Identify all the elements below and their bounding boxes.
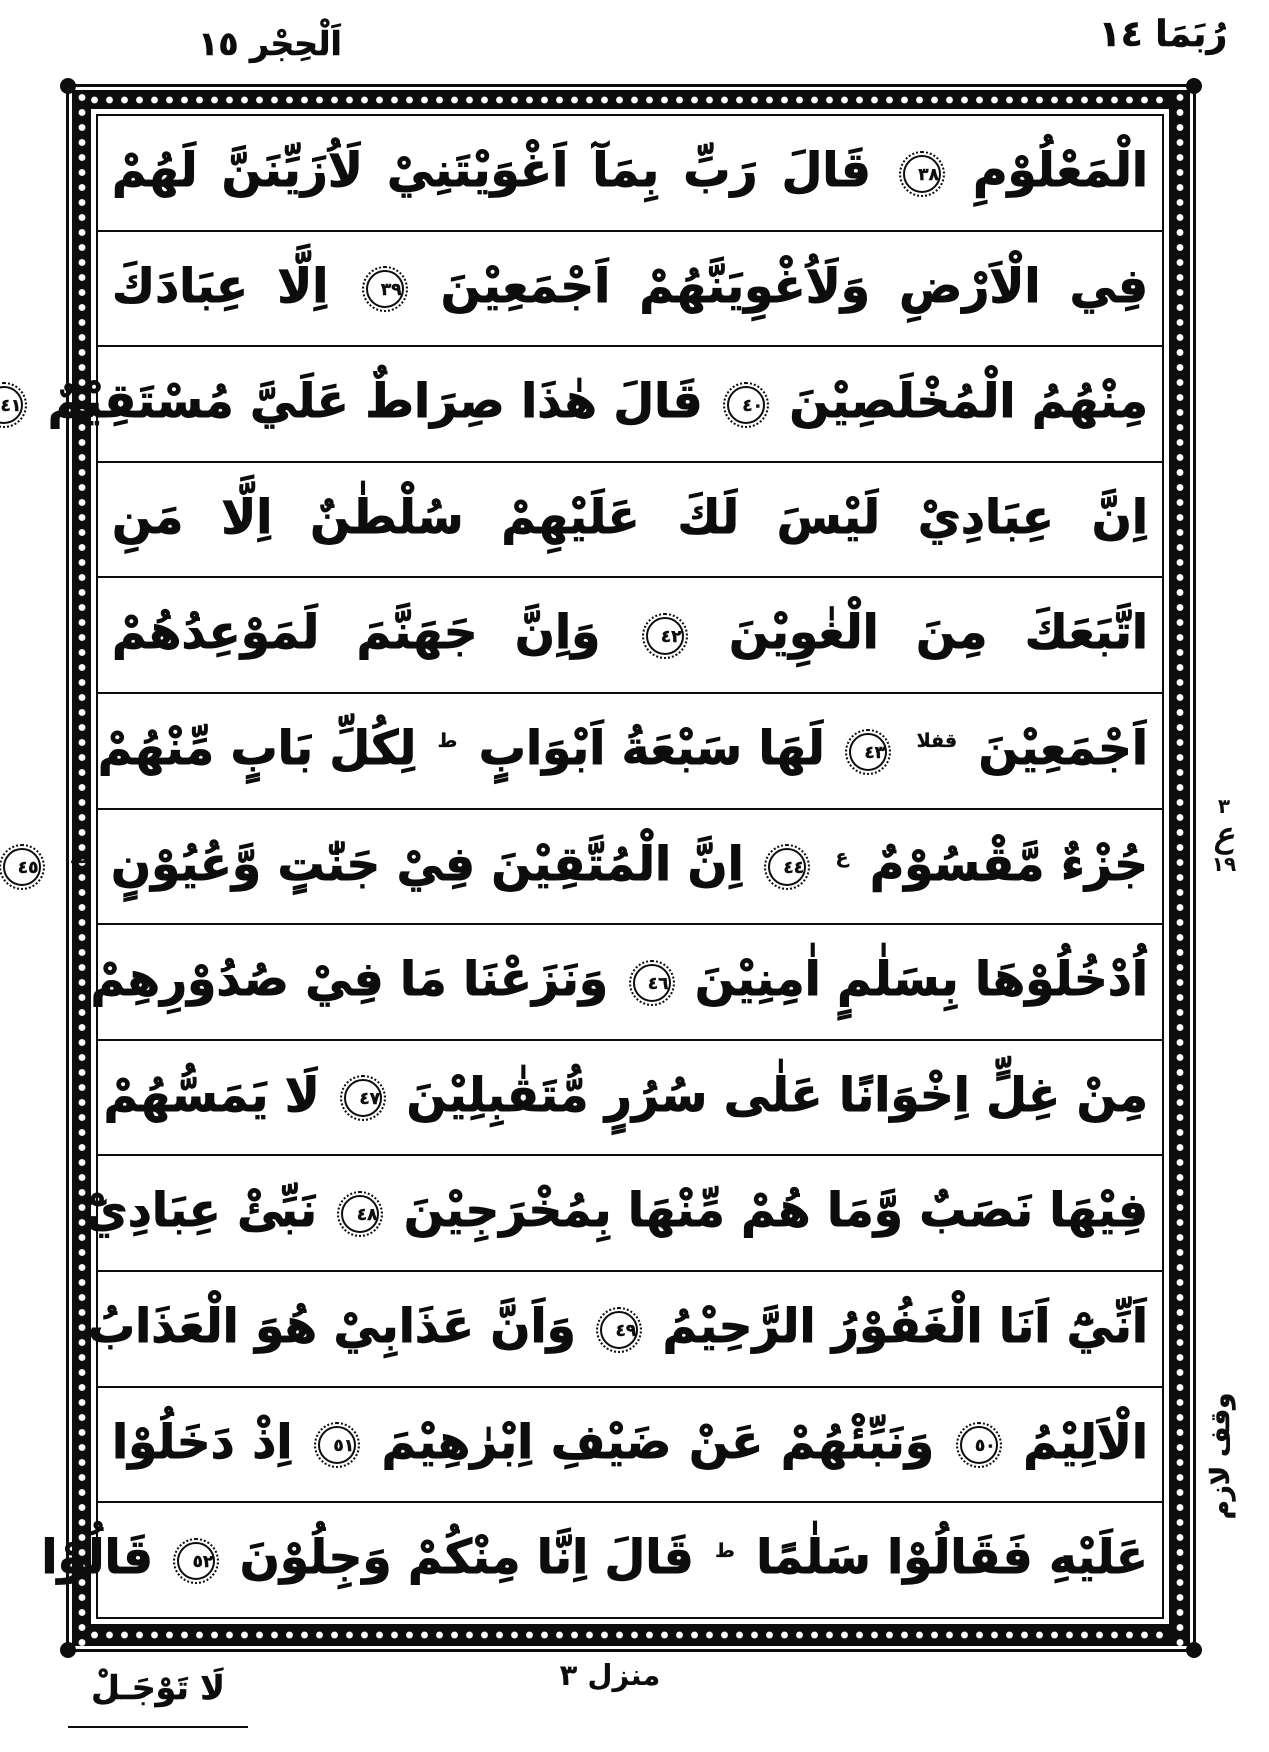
verse-end-rosette: ٤٣	[849, 733, 887, 771]
quran-line	[98, 230, 1162, 346]
verse-text: قَالُوْا	[41, 1530, 153, 1586]
verse-text: قَالَ اِنَّا مِنْكُمْ وَجِلُوْنَ	[239, 1530, 694, 1586]
text-block	[0, 114, 1164, 1619]
quran-line	[84, 1154, 1162, 1270]
verse-text: اَجْمَعِيْنَ	[978, 721, 1148, 777]
verse-end-rosette: ٤٥	[3, 848, 41, 886]
verse-text: اِنَّ عِبَادِيْ لَيْسَ لَكَ عَلَيْهِمْ سُلْطٰنٌ اِلَّا مَنِ	[112, 489, 1148, 545]
verse-text: اِلَّا عِبَادَكَ	[112, 258, 329, 314]
verse-text: لِكُلِّ بَابٍ مِّنْهُمْ	[97, 721, 417, 777]
quran-line	[87, 1270, 1162, 1386]
verse-text: الْمَعْلُوْمِ	[973, 143, 1148, 198]
ruku-count: ٣	[1217, 794, 1231, 818]
quran-line	[41, 1501, 1162, 1617]
verse-text: قَالَ هٰذَا صِرَاطٌ عَلَيَّ مُسْتَقِيْمٌ	[47, 374, 703, 430]
verse-end-rosette: ٤٢	[646, 617, 684, 655]
verse-text: وَاِنَّ جَهَنَّمَ لَمَوْعِدُهُمْ	[112, 605, 601, 661]
verse-text: فِيْهَا نَصَبٌ وَّمَا هُمْ مِّنْهَا بِمُخْرَجِيْنَ	[403, 1183, 1148, 1239]
ruku-number: ١٩	[1211, 852, 1237, 876]
verse-end-rosette: ٥١	[318, 1426, 356, 1464]
waqf-mark: ع	[835, 846, 849, 868]
quran-line	[98, 1386, 1162, 1502]
verse-text: الْاَلِيْمُ	[1023, 1414, 1148, 1470]
quran-line	[98, 692, 1162, 808]
verse-end-rosette: ٣٨	[903, 155, 941, 193]
waqf-lazim-note: وقف لازم	[1206, 1392, 1236, 1520]
quran-line	[98, 116, 1162, 230]
verse-text: اِنَّ الْمُتَّقِيْنَ فِيْ جَنّٰتٍ وَّعُيُوْنٍ	[111, 836, 744, 892]
verse-text: جُزْءٌ مَّقْسُوْمٌ	[869, 836, 1148, 892]
waqf-mark: قفلا	[916, 730, 958, 753]
verse-end-rosette: ٣٩	[366, 270, 404, 308]
verse-text: لَا يَمَسُّهُمْ	[103, 1067, 320, 1123]
verse-end-rosette: ٤١	[0, 386, 23, 424]
quran-line	[17, 808, 1162, 924]
verse-end-rosette: ٤٧	[344, 1079, 382, 1117]
quran-line	[0, 345, 1162, 461]
quran-line	[90, 923, 1162, 1039]
verse-text: نَبِّئْ عِبَادِيْٓ	[84, 1183, 318, 1239]
verse-text: اِذْ دَخَلُوْا	[112, 1414, 293, 1470]
verse-end-rosette: ٤٠	[727, 386, 765, 424]
verse-text: مِنْ غِلٍّ اِخْوَانًا عَلٰى سُرُرٍ مُّتَقٰبِلِيْنَ	[406, 1067, 1148, 1123]
waqf-mark: ط	[715, 1539, 735, 1562]
verse-text: وَنَزَعْنَا مَا فِيْ صُدُوْرِهِمْ	[90, 952, 609, 1008]
verse-text: عَلَيْهِ فَقَالُوْا سَلٰمًا	[756, 1530, 1148, 1586]
verse-text: قَالَ رَبِّ بِمَآ اَغْوَيْتَنِيْ لَاُزَيِّنَنَّ لَهُمْ	[112, 143, 871, 198]
ornament-border-right	[1169, 90, 1190, 1646]
quran-line	[98, 461, 1162, 577]
verse-text: اتَّبَعَكَ مِنَ الْغٰوِيْنَ	[729, 605, 1148, 661]
verse-end-rosette: ٤٦	[633, 964, 671, 1002]
ruku-marker	[1198, 795, 1250, 875]
verse-text: وَنَبِّئْهُمْ عَنْ ضَيْفِ اِبْرٰهِيْمَ	[381, 1414, 935, 1470]
verse-text: وَاَنَّ عَذَابِيْ هُوَ الْعَذَابُ	[87, 1299, 576, 1355]
ornament-border-top	[72, 90, 1190, 109]
waqf-mark: ط	[437, 730, 458, 753]
surah-title: اَلْحِجْر ١٥	[198, 24, 342, 63]
ornament-border-bottom	[72, 1624, 1190, 1646]
ruku-ain-symbol: ع	[1213, 815, 1235, 855]
verse-end-rosette: ٤٨	[341, 1195, 379, 1233]
quran-line	[98, 576, 1162, 692]
page-frame	[0, 84, 1196, 1652]
verse-text: اَنِّيْٓ اَنَا الْغَفُوْرُ الرَّحِيْمُ	[662, 1299, 1148, 1355]
verse-text: اُدْخُلُوْهَا بِسَلٰمٍ اٰمِنِيْنَ	[694, 952, 1148, 1008]
verse-end-rosette: ٤٩	[600, 1311, 638, 1349]
manzil-marker: منزل ٣	[559, 1658, 661, 1692]
juz-title: رُبَمَا ١٤	[1098, 14, 1228, 55]
quran-line	[98, 1039, 1162, 1155]
verse-text: فِي الْاَرْضِ وَلَاُغْوِيَنَّهُمْ اَجْمَعِيْنَ	[440, 258, 1148, 314]
verse-text: مِنْهُمُ الْمُخْلَصِيْنَ	[789, 374, 1148, 430]
waqf-mark: ط	[69, 846, 90, 868]
verse-text: لَهَا سَبْعَةُ اَبْوَابٍ	[478, 721, 825, 777]
verse-end-rosette: ٤٤	[768, 848, 806, 886]
verse-end-rosette: ٥٠	[960, 1426, 998, 1464]
verse-end-rosette: ٥٢	[177, 1542, 215, 1580]
catchword-next-page: لَا تَوْجَـلْ	[68, 1668, 248, 1728]
